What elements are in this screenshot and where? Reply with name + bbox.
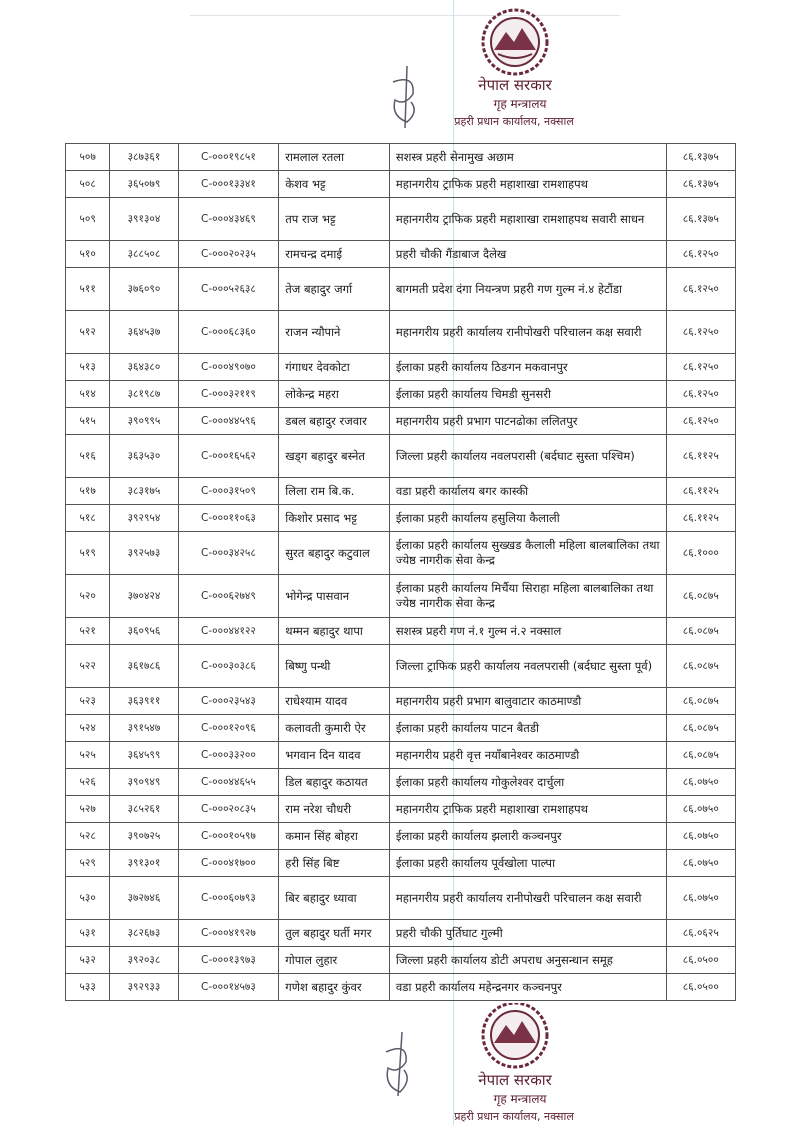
selection-table bbox=[65, 143, 736, 1001]
serial-number: ५१३ bbox=[66, 354, 110, 381]
score: ८६.०७५० bbox=[666, 850, 735, 877]
candidate-name: रामलाल रतला bbox=[279, 144, 390, 171]
serial-number: ५२४ bbox=[66, 715, 110, 742]
office-name: सशस्त्र प्रहरी सेनामुख अछाम bbox=[389, 144, 666, 171]
office-name: प्रहरी चौकी पुर्तिघाट गुल्मी bbox=[389, 920, 666, 947]
roll-number: ३९१३०४ bbox=[110, 198, 178, 241]
candidate-name: हरी सिंह बिष्ट bbox=[279, 850, 390, 877]
candidate-name: कमान सिंह बोहरा bbox=[279, 823, 390, 850]
score: ८६.१००० bbox=[666, 532, 735, 575]
candidate-name: किशोर प्रसाद भट्ट bbox=[279, 505, 390, 532]
candidate-code: C-०००३४२५८ bbox=[178, 532, 279, 575]
seal-line-3: प्रहरी प्रधान कार्यालय, नक्साल bbox=[454, 115, 574, 128]
serial-number: ५२२ bbox=[66, 645, 110, 688]
candidate-name: तुल बहादुर घर्ती मगर bbox=[279, 920, 390, 947]
candidate-name: तेज बहादुर जर्गा bbox=[279, 268, 390, 311]
candidate-code: C-०००१२०९६ bbox=[178, 715, 279, 742]
candidate-name: राधेश्याम यादव bbox=[279, 688, 390, 715]
serial-number: ५३३ bbox=[66, 974, 110, 1001]
serial-number: ५२१ bbox=[66, 618, 110, 645]
candidate-code: C-०००४१९२७ bbox=[178, 920, 279, 947]
roll-number: ३६१७८६ bbox=[110, 645, 178, 688]
table-row bbox=[66, 850, 736, 877]
serial-number: ५१० bbox=[66, 241, 110, 268]
roll-number: ३९१३०१ bbox=[110, 850, 178, 877]
candidate-name: तप राज भट्ट bbox=[279, 198, 390, 241]
serial-number: ५०९ bbox=[66, 198, 110, 241]
signature-bottom bbox=[378, 1030, 418, 1100]
serial-number: ५१८ bbox=[66, 505, 110, 532]
candidate-name: कलावती कुमारी ऐर bbox=[279, 715, 390, 742]
signature-top bbox=[385, 62, 425, 132]
office-name: महानगरीय प्रहरी प्रभाग बालुवाटार काठमाण्डौ bbox=[389, 688, 666, 715]
seal-line-3: प्रहरी प्रधान कार्यालय, नक्साल bbox=[454, 1110, 574, 1123]
serial-number: ५१६ bbox=[66, 435, 110, 478]
table-row bbox=[66, 171, 736, 198]
table-row bbox=[66, 532, 736, 575]
candidate-name: राम नरेश चौधरी bbox=[279, 796, 390, 823]
score: ८६.०५०० bbox=[666, 947, 735, 974]
roll-number: ३८३१७५ bbox=[110, 478, 178, 505]
table-row bbox=[66, 823, 736, 850]
serial-number: ५२० bbox=[66, 575, 110, 618]
table-row bbox=[66, 769, 736, 796]
candidate-code: C-०००१६५६२ bbox=[178, 435, 279, 478]
serial-number: ५१५ bbox=[66, 408, 110, 435]
serial-number: ५१९ bbox=[66, 532, 110, 575]
table-row bbox=[66, 505, 736, 532]
candidate-code: C-०००३१५०९ bbox=[178, 478, 279, 505]
office-name: महानगरीय प्रहरी कार्यालय रानीपोखरी परिचालन कक्ष सवारी bbox=[389, 877, 666, 920]
score: ८६.०७५० bbox=[666, 796, 735, 823]
serial-number: ५२७ bbox=[66, 796, 110, 823]
score: ८६.०८७५ bbox=[666, 715, 735, 742]
score: ८६.०७५० bbox=[666, 823, 735, 850]
score: ८६.१३७५ bbox=[666, 144, 735, 171]
seal-line-1: नेपाल सरकार bbox=[478, 1071, 552, 1089]
table-row bbox=[66, 575, 736, 618]
candidate-code: C-०००१३३४१ bbox=[178, 171, 279, 198]
score: ८६.११२५ bbox=[666, 505, 735, 532]
office-name: महानगरीय प्रहरी कार्यालय रानीपोखरी परिचालन कक्ष सवारी bbox=[389, 311, 666, 354]
office-name: ईलाका प्रहरी कार्यालय पूर्वखोला पाल्पा bbox=[389, 850, 666, 877]
candidate-name: भोगेन्द्र पासवान bbox=[279, 575, 390, 618]
roll-number: ३८७३६१ bbox=[110, 144, 178, 171]
table-row bbox=[66, 974, 736, 1001]
score: ८६.०५०० bbox=[666, 974, 735, 1001]
table-row bbox=[66, 796, 736, 823]
candidate-code: C-०००५२६३८ bbox=[178, 268, 279, 311]
table-row bbox=[66, 268, 736, 311]
office-name: ईलाका प्रहरी कार्यालय झलारी कञ्चनपुर bbox=[389, 823, 666, 850]
table-row bbox=[66, 715, 736, 742]
table-row bbox=[66, 688, 736, 715]
table-row bbox=[66, 144, 736, 171]
seal-line-1: नेपाल सरकार bbox=[478, 76, 552, 94]
serial-number: ५२९ bbox=[66, 850, 110, 877]
score: ८६.१२५० bbox=[666, 381, 735, 408]
serial-number: ५२८ bbox=[66, 823, 110, 850]
table-row bbox=[66, 435, 736, 478]
serial-number: ५२३ bbox=[66, 688, 110, 715]
roll-number: ३९१५४७ bbox=[110, 715, 178, 742]
serial-number: ५२५ bbox=[66, 742, 110, 769]
candidate-code: C-०००२३५४३ bbox=[178, 688, 279, 715]
candidate-name: बिर बहादुर ध्यावा bbox=[279, 877, 390, 920]
seal-emblem-icon bbox=[483, 1003, 547, 1067]
table-row bbox=[66, 241, 736, 268]
score: ८६.१२५० bbox=[666, 354, 735, 381]
office-name: महानगरीय ट्राफिक प्रहरी महाशाखा रामशाहपथ bbox=[389, 796, 666, 823]
table-row bbox=[66, 354, 736, 381]
score: ८६.०८७५ bbox=[666, 618, 735, 645]
score: ८६.१२५० bbox=[666, 408, 735, 435]
seal-line-2: गृह मन्त्रालय bbox=[493, 97, 547, 111]
roll-number: ३६५०७९ bbox=[110, 171, 178, 198]
score: ८६.०८७५ bbox=[666, 575, 735, 618]
score: ८६.०६२५ bbox=[666, 920, 735, 947]
selection-table-body bbox=[66, 144, 736, 1001]
candidate-code: C-०००१०५९७ bbox=[178, 823, 279, 850]
table-row bbox=[66, 645, 736, 688]
score: ८६.१२५० bbox=[666, 311, 735, 354]
roll-number: ३८५२६१ bbox=[110, 796, 178, 823]
government-seal-bottom bbox=[440, 1003, 590, 1133]
score: ८६.११२५ bbox=[666, 478, 735, 505]
score: ८६.०८७५ bbox=[666, 688, 735, 715]
candidate-code: C-०००३२११९ bbox=[178, 381, 279, 408]
roll-number: ३६४५३७ bbox=[110, 311, 178, 354]
score: ८६.०७५० bbox=[666, 769, 735, 796]
roll-number: ३७२७४६ bbox=[110, 877, 178, 920]
roll-number: ३६४३८० bbox=[110, 354, 178, 381]
office-name: प्रहरी चौकी गैंडाबाज दैलेख bbox=[389, 241, 666, 268]
office-name: जिल्ला ट्राफिक प्रहरी कार्यालय नवलपरासी (बर्दघाट सुस्ता पूर्व) bbox=[389, 645, 666, 688]
roll-number: ३६३५३० bbox=[110, 435, 178, 478]
roll-number: ३९२९५४ bbox=[110, 505, 178, 532]
table-row bbox=[66, 742, 736, 769]
office-name: वडा प्रहरी कार्यालय बगर कास्की bbox=[389, 478, 666, 505]
table-row bbox=[66, 408, 736, 435]
roll-number: ३९२९३३ bbox=[110, 974, 178, 1001]
candidate-name: राजन न्यौपाने bbox=[279, 311, 390, 354]
candidate-name: रामचन्द्र दमाई bbox=[279, 241, 390, 268]
serial-number: ५१४ bbox=[66, 381, 110, 408]
candidate-code: C-०००४९०७० bbox=[178, 354, 279, 381]
serial-number: ५१२ bbox=[66, 311, 110, 354]
score: ८६.०८७५ bbox=[666, 645, 735, 688]
roll-number: ३७०४२४ bbox=[110, 575, 178, 618]
roll-number: ३८२६७३ bbox=[110, 920, 178, 947]
candidate-name: गोपाल लुहार bbox=[279, 947, 390, 974]
roll-number: ३७६०९० bbox=[110, 268, 178, 311]
serial-number: ५११ bbox=[66, 268, 110, 311]
candidate-name: डिल बहादुर कठायत bbox=[279, 769, 390, 796]
candidate-code: C-०००१३९७३ bbox=[178, 947, 279, 974]
candidate-name: गणेश बहादुर कुंवर bbox=[279, 974, 390, 1001]
candidate-name: लोकेन्द्र महरा bbox=[279, 381, 390, 408]
roll-number: ३८८५०८ bbox=[110, 241, 178, 268]
office-name: ईलाका प्रहरी कार्यालय ठिङगन मकवानपुर bbox=[389, 354, 666, 381]
roll-number: ३९२५७३ bbox=[110, 532, 178, 575]
office-name: ईलाका प्रहरी कार्यालय चिमडी सुनसरी bbox=[389, 381, 666, 408]
office-name: ईलाका प्रहरी कार्यालय पाटन बैतडी bbox=[389, 715, 666, 742]
table-row bbox=[66, 198, 736, 241]
serial-number: ५०८ bbox=[66, 171, 110, 198]
candidate-code: C-०००४४५९६ bbox=[178, 408, 279, 435]
table-row bbox=[66, 920, 736, 947]
candidate-code: C-०००६२७४९ bbox=[178, 575, 279, 618]
candidate-name: सुरत बहादुर कटुवाल bbox=[279, 532, 390, 575]
office-name: ईलाका प्रहरी कार्यालय हसुलिया कैलाली bbox=[389, 505, 666, 532]
serial-number: ५१७ bbox=[66, 478, 110, 505]
candidate-name: खड्ग बहादुर बस्नेत bbox=[279, 435, 390, 478]
candidate-code: C-०००४१७०० bbox=[178, 850, 279, 877]
serial-number: ५३० bbox=[66, 877, 110, 920]
office-name: ईलाका प्रहरी कार्यालय सुख्खड कैलाली महिला बालबालिका तथा ज्येष्ठ नागरीक सेवा केन्द्र bbox=[389, 532, 666, 575]
candidate-code: C-०००६८३६० bbox=[178, 311, 279, 354]
candidate-code: C-०००११०६३ bbox=[178, 505, 279, 532]
candidate-code: C-०००२०८३५ bbox=[178, 796, 279, 823]
roll-number: ३६०९५६ bbox=[110, 618, 178, 645]
candidate-code: C-०००४४६५५ bbox=[178, 769, 279, 796]
office-name: ईलाका प्रहरी कार्यालय गोकुलेश्वर दार्चुला bbox=[389, 769, 666, 796]
office-name: जिल्ला प्रहरी कार्यालय डोटी अपराध अनुसन्धान समूह bbox=[389, 947, 666, 974]
score: ८६.१३७५ bbox=[666, 171, 735, 198]
table-row bbox=[66, 381, 736, 408]
candidate-code: C-०००३०३८६ bbox=[178, 645, 279, 688]
office-name: सशस्त्र प्रहरी गण नं.१ गुल्म नं.२ नक्साल bbox=[389, 618, 666, 645]
serial-number: ५३१ bbox=[66, 920, 110, 947]
score: ८६.१३७५ bbox=[666, 198, 735, 241]
roll-number: ३६४५९९ bbox=[110, 742, 178, 769]
serial-number: ५०७ bbox=[66, 144, 110, 171]
government-seal-top bbox=[440, 4, 590, 134]
office-name: महानगरीय प्रहरी वृत्त नयाँबानेश्वर काठमाण्डौ bbox=[389, 742, 666, 769]
table-row bbox=[66, 618, 736, 645]
candidate-name: केशव भट्ट bbox=[279, 171, 390, 198]
office-name: जिल्ला प्रहरी कार्यालय नवलपरासी (बर्दघाट सुस्ता पश्चिम) bbox=[389, 435, 666, 478]
table-row bbox=[66, 478, 736, 505]
serial-number: ५३२ bbox=[66, 947, 110, 974]
serial-number: ५२६ bbox=[66, 769, 110, 796]
roll-number: ३९०७२५ bbox=[110, 823, 178, 850]
roll-number: ३९२०३८ bbox=[110, 947, 178, 974]
candidate-name: लिला राम बि.क. bbox=[279, 478, 390, 505]
candidate-code: C-०००१४५७३ bbox=[178, 974, 279, 1001]
score: ८६.०७५० bbox=[666, 877, 735, 920]
candidate-code: C-०००२०२३५ bbox=[178, 241, 279, 268]
table-row bbox=[66, 947, 736, 974]
roll-number: ३६३९११ bbox=[110, 688, 178, 715]
candidate-name: गंगाधर देवकोटा bbox=[279, 354, 390, 381]
roll-number: ३९०९४९ bbox=[110, 769, 178, 796]
candidate-name: भगवान दिन यादव bbox=[279, 742, 390, 769]
candidate-name: बिष्णु पन्थी bbox=[279, 645, 390, 688]
candidate-name: थम्मन बहादुर थापा bbox=[279, 618, 390, 645]
score: ८६.०८७५ bbox=[666, 742, 735, 769]
score: ८६.११२५ bbox=[666, 435, 735, 478]
seal-line-2: गृह मन्त्रालय bbox=[493, 1092, 547, 1106]
office-name: ईलाका प्रहरी कार्यालय मिर्चैया सिराहा महिला बालबालिका तथा ज्येष्ठ नागरीक सेवा केन्द्र bbox=[389, 575, 666, 618]
table-row bbox=[66, 311, 736, 354]
seal-emblem-icon bbox=[483, 10, 547, 74]
office-name: महानगरीय प्रहरी प्रभाग पाटनढोका ललितपुर bbox=[389, 408, 666, 435]
candidate-code: C-०००१९८५१ bbox=[178, 144, 279, 171]
office-name: बागमती प्रदेश दंगा नियन्त्रण प्रहरी गण गुल्म नं.४ हेटौंडा bbox=[389, 268, 666, 311]
roll-number: ३९०९९५ bbox=[110, 408, 178, 435]
roll-number: ३८१९८७ bbox=[110, 381, 178, 408]
score: ८६.१२५० bbox=[666, 241, 735, 268]
table-row bbox=[66, 877, 736, 920]
candidate-name: डबल बहादुर रजवार bbox=[279, 408, 390, 435]
candidate-code: C-०००६०७९३ bbox=[178, 877, 279, 920]
office-name: महानगरीय ट्राफिक प्रहरी महाशाखा रामशाहपथ सवारी साधन bbox=[389, 198, 666, 241]
office-name: महानगरीय ट्राफिक प्रहरी महाशाखा रामशाहपथ bbox=[389, 171, 666, 198]
candidate-code: C-०००४४१२२ bbox=[178, 618, 279, 645]
office-name: वडा प्रहरी कार्यालय महेन्द्रनगर कञ्चनपुर bbox=[389, 974, 666, 1001]
candidate-code: C-०००४३४६९ bbox=[178, 198, 279, 241]
score: ८६.१२५० bbox=[666, 268, 735, 311]
candidate-code: C-०००३३२०० bbox=[178, 742, 279, 769]
